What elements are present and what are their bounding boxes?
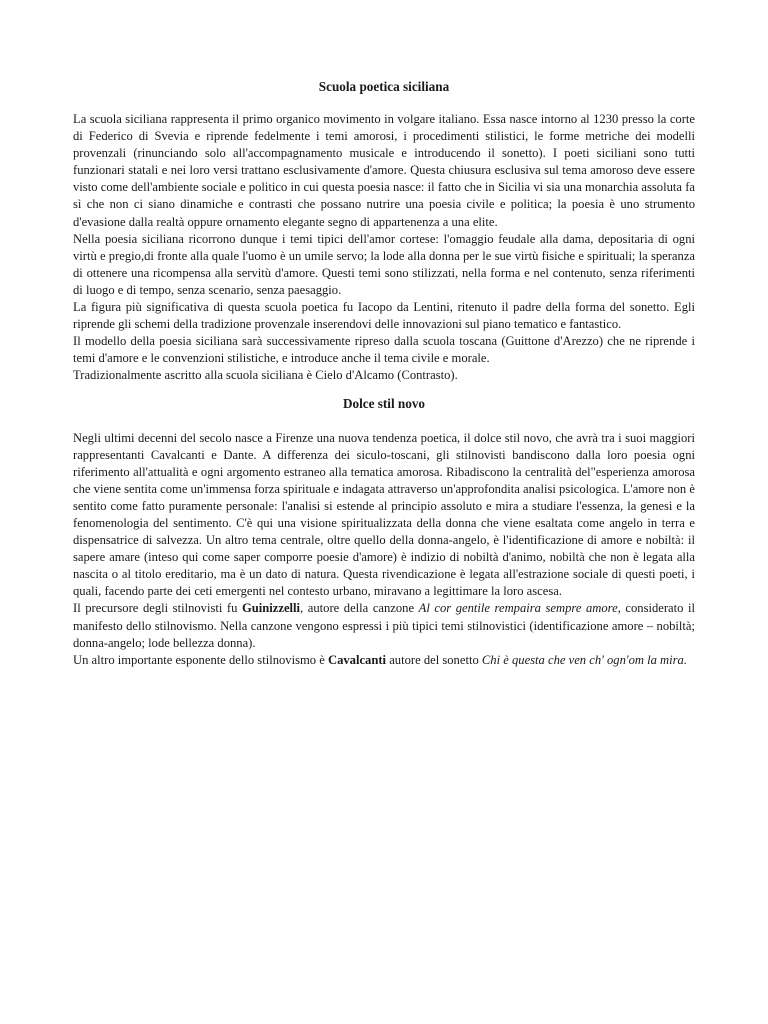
paragraph-stilnovo-1: Negli ultimi decenni del secolo nasce a Firenze una nuova tendenza poetica, il dolce stil novo, che avrà tra i suoi maggiori rappresentanti Cavalcanti e Dante. A differenza dei siculo-toscani, gli stilnovisti bandiscono dalla loro poesia ogni riferimento all'attualità e ogni argomento estraneo alla tematica amorosa. Ribadiscono la centralità del"esperienza amorosa che viene sentita come un'immensa forza spirituale e indagata attraverso un'approfondita analisi psicologica. L'amore non è sentito come fatto puramente personale: l'analisi si estende al principio assoluto e mira a studiare l'essenza, la genesi e la fenomenologia del sentimento. C'è qui una visione spiritualizzata della donna che viene esaltata come angelo in terra e dispensatrice di salvezza. Un altro tema centrale, oltre quello della donna-angelo, è l'identificazione di amore e nobiltà: il sapere amare (inteso qui come saper comporre poesie d'amore) è indizio di nobiltà d'animo, nobiltà che non è legata alla nascita o al titolo ereditario, ma è un dato di natura. Questa rivendicazione è legata all'estrazione sociale di questi poeti, i quali, facendo parte dei ceti emergenti nel contesto urbano, miravano a legittimare la loro ascesa. <box>73 430 695 599</box>
text-span: autore del sonetto <box>386 652 482 667</box>
text-span: , considerato il manifesto dello stilnovismo. Nella canzone vengono espressi i più tipici temi stilnovistici (identificazione amore – nobiltà; donna-angelo; lode bellezza donna). <box>73 601 695 650</box>
paragraph-stilnovo-guinizzelli <box>73 600 695 651</box>
paragraph-siciliana-2: Nella poesia siciliana ricorrono dunque i temi tipici dell'amor cortese: l'omaggio feudale alla dama, depositaria di ogni virtù e pregio,di fronte alla quale l'uomo è un umile servo; la lode alla donna per le sue virtù fisiche e spirituali; la speranza di ottenere una ricompensa alla servitù d'amore. Questi temi sono stilizzati, nella forma e nel contenuto, senza riferimenti di luogo e di tempo, senza scenario, senza paesaggio. <box>73 231 695 297</box>
author-name-guinizzelli: Guinizzelli <box>241 601 301 616</box>
work-title-chi-e-questa: Chi è questa che ven ch' ogn'om la mira. <box>481 652 687 667</box>
paragraph-siciliana-1: La scuola siciliana rappresenta il primo organico movimento in volgare italiano. Essa nasce intorno al 1230 presso la corte di Federico di Svevia e riprende fedelmente i temi amorosi, i procedimenti stilistici, le forme metriche dei modelli provenzali (rinunciando solo all'accompagnamento musicale e introducendo il sonetto). I poeti siciliani sono tutti funzionari statali e nei loro versi trattano esclusivamente d'amore. Questa chiusura esclusiva sul tema amoroso deve essere visto come dell'ambiente sociale e politico in cui questa poesia nasce: il fatto che in Sicilia vi sia una monarchia assoluta fa sì che non ci siano dinamiche e contrasti che possano nutrire una poesia civile e politica; la poesia è uno strumento d'evasione dalla realtà oppure ornamento elegante segno di appartenenza a una elite. <box>73 112 695 229</box>
document-page <box>73 78 695 669</box>
text-span: Un altro importante esponente dello stilnovismo è <box>73 652 328 667</box>
text-span: , autore della canzone <box>300 601 419 616</box>
author-name-cavalcanti: Cavalcanti <box>327 652 387 667</box>
section-title-dolce-stil-novo: Dolce stil novo <box>342 395 426 411</box>
work-title-al-cor-gentile: Al cor gentile rempaira sempre amore <box>418 601 618 616</box>
text-span: Il precursore degli stilnovisti fu <box>73 601 242 616</box>
paragraph-siciliana-4: Il modello della poesia siciliana sarà successivamente ripreso dalla scuola toscana (Guittone d'Arezzo) che ne riprende i temi d'amore e le convenzioni stilistiche, e introduce anche il tema civile e morale. <box>73 334 695 366</box>
paragraph-siciliana-5: Tradizionalmente ascritto alla scuola siciliana è Cielo d'Alcamo (Contrasto). <box>73 368 458 383</box>
paragraph-stilnovo-cavalcanti <box>73 652 695 669</box>
paragraph-siciliana-3: La figura più significativa di questa scuola poetica fu Iacopo da Lentini, ritenuto il padre della forma del sonetto. Egli riprende gli schemi della tradizione provenzale inserendovi delle innovazioni sul piano tematico e fantastico. <box>73 300 695 332</box>
section-title-scuola-siciliana: Scuola poetica siciliana <box>318 79 450 94</box>
